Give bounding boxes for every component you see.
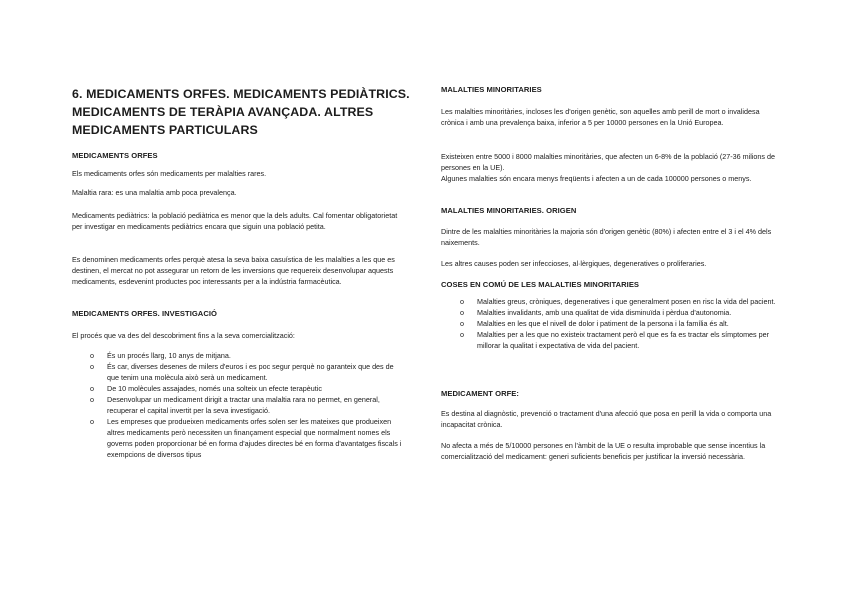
paragraph-criteris: No afecta a més de 5/10000 persones en l'àmbit de la UE o resulta improbable que sense incentius la comercialització del medicament: generi suficients beneficis per justificar la inversió necessària. xyxy=(441,441,766,461)
section-heading-origen: MALALTIES MINORITARIES. ORIGEN xyxy=(441,206,577,215)
paragraph-proces: El procés que va des del descobriment fins a la seva comercialització: xyxy=(72,331,295,340)
paragraph-origen-genetic: Dintre de les malalties minoritàries la majoria són d'origen genètic (80%) i afecten entre el 3 i el 4% dels naixements. xyxy=(441,227,772,247)
paragraph-denominacio: Es denominen medicaments orfes perquè atesa la seva baixa casuística de les malalties a les que es destinen, el mercat no pot assegurar un retorn de les inversions que requereix desenvolupar aquests medicaments, esdevenint productes poc interessants per a la indústria farmacèutica. xyxy=(72,255,395,286)
paragraph-prevalenca: Existeixen entre 5000 i 8000 malalties minoritàries, que afecten un 6-8% de la població (27-36 milions de persones en la UE). xyxy=(441,152,776,172)
bullet-list-investigacio xyxy=(90,350,406,460)
list-item: o Malalties invalidants, amb una qualitat de vida disminuïda i pèrdua d'autonomia. xyxy=(460,307,778,318)
list-item: o Malalties en les que el nivell de dolor i patiment de la persona i la família és alt. xyxy=(460,318,778,329)
paragraph-pediatrics: Medicaments pediàtrics: la població pediàtrica es menor que la dels adults. Cal fomentar obligatorietat per investigar en medicaments pediàtrics encara que siguin una població petita. xyxy=(72,211,398,231)
paragraph-frequencia: Algunes malalties són encara menys freqüents i afecten a un de cada 100000 persones o menys. xyxy=(441,174,752,183)
list-item: o De 10 molècules assajades, només una solteix un efecte terapèutic xyxy=(90,383,406,394)
section-heading-medicaments-orfes: MEDICAMENTS ORFES xyxy=(72,151,158,160)
list-item: o És car, diverses desenes de milers d'euros i es poc segur perquè no garanteix que des de que tenim una molècula això serà un medicament. xyxy=(90,361,406,383)
section-heading-malalties-minoritaries: MALALTIES MINORITARIES xyxy=(441,85,542,94)
list-item: o Desenvolupar un medicament dirigit a tractar una malaltia rara no permet, en general, recuperar el capital invertit per la seva investigació. xyxy=(90,394,406,416)
paragraph-destinacio: Es destina al diagnòstic, prevenció o tractament d'una afecció que posa en perill la vida o comporta una incapacitat crònica. xyxy=(441,409,772,429)
section-heading-investigacio: MEDICAMENTS ORFES. INVESTIGACIÓ xyxy=(72,309,217,318)
paragraph-definition: Els medicaments orfes són medicaments per malalties rares. xyxy=(72,169,267,178)
list-item: o Malalties greus, cròniques, degeneratives i que generalment posen en risc la vida del pacient. xyxy=(460,296,778,307)
section-heading-medicament-orfe: MEDICAMENT ORFE: xyxy=(441,389,519,398)
bullet-list-caracteristiques xyxy=(460,296,778,351)
section-heading-coses-en-comu: COSES EN COMÚ DE LES MALALTIES MINORITARIES xyxy=(441,280,640,289)
paragraph-malaltia-rara: Malaltia rara: es una malaltia amb poca prevalença. xyxy=(72,188,237,197)
paragraph-altres-causes: Les altres causes poden ser infeccioses, al·lèrgiques, degeneratives o proliferaries. xyxy=(441,259,707,268)
page-title: 6. MEDICAMENTS ORFES. MEDICAMENTS PEDIÀTRICS. MEDICAMENTS DE TERÀPIA AVANÇADA. ALTRES MEDICAMENTS PARTICULARS xyxy=(72,87,410,137)
paragraph-definicio-malalties: Les malalties minoritàries, incloses les d'origen genètic, son aquelles amb perill de mort o invalidesa crònica i amb una prevalença baixa, inferior a 5 per 10000 persones en la Unió Europea. xyxy=(441,107,760,127)
list-item: o És un procés llarg, 10 anys de mitjana. xyxy=(90,350,406,361)
list-item: o Malalties per a les que no existeix tractament però el que es fa es tractar els símptomes per millorar la qualitat i expectativa de vida del pacient. xyxy=(460,329,778,351)
list-item: o Les empreses que produeixen medicaments orfes solen ser les mateixes que produeixen altres medicaments però necessiten un finançament especial que normalment nomes els governs poden proporcionar bé en forma d'ajudes directes bé en forma d'avantatges fiscals i exempcions de diversos tipus xyxy=(90,416,406,460)
